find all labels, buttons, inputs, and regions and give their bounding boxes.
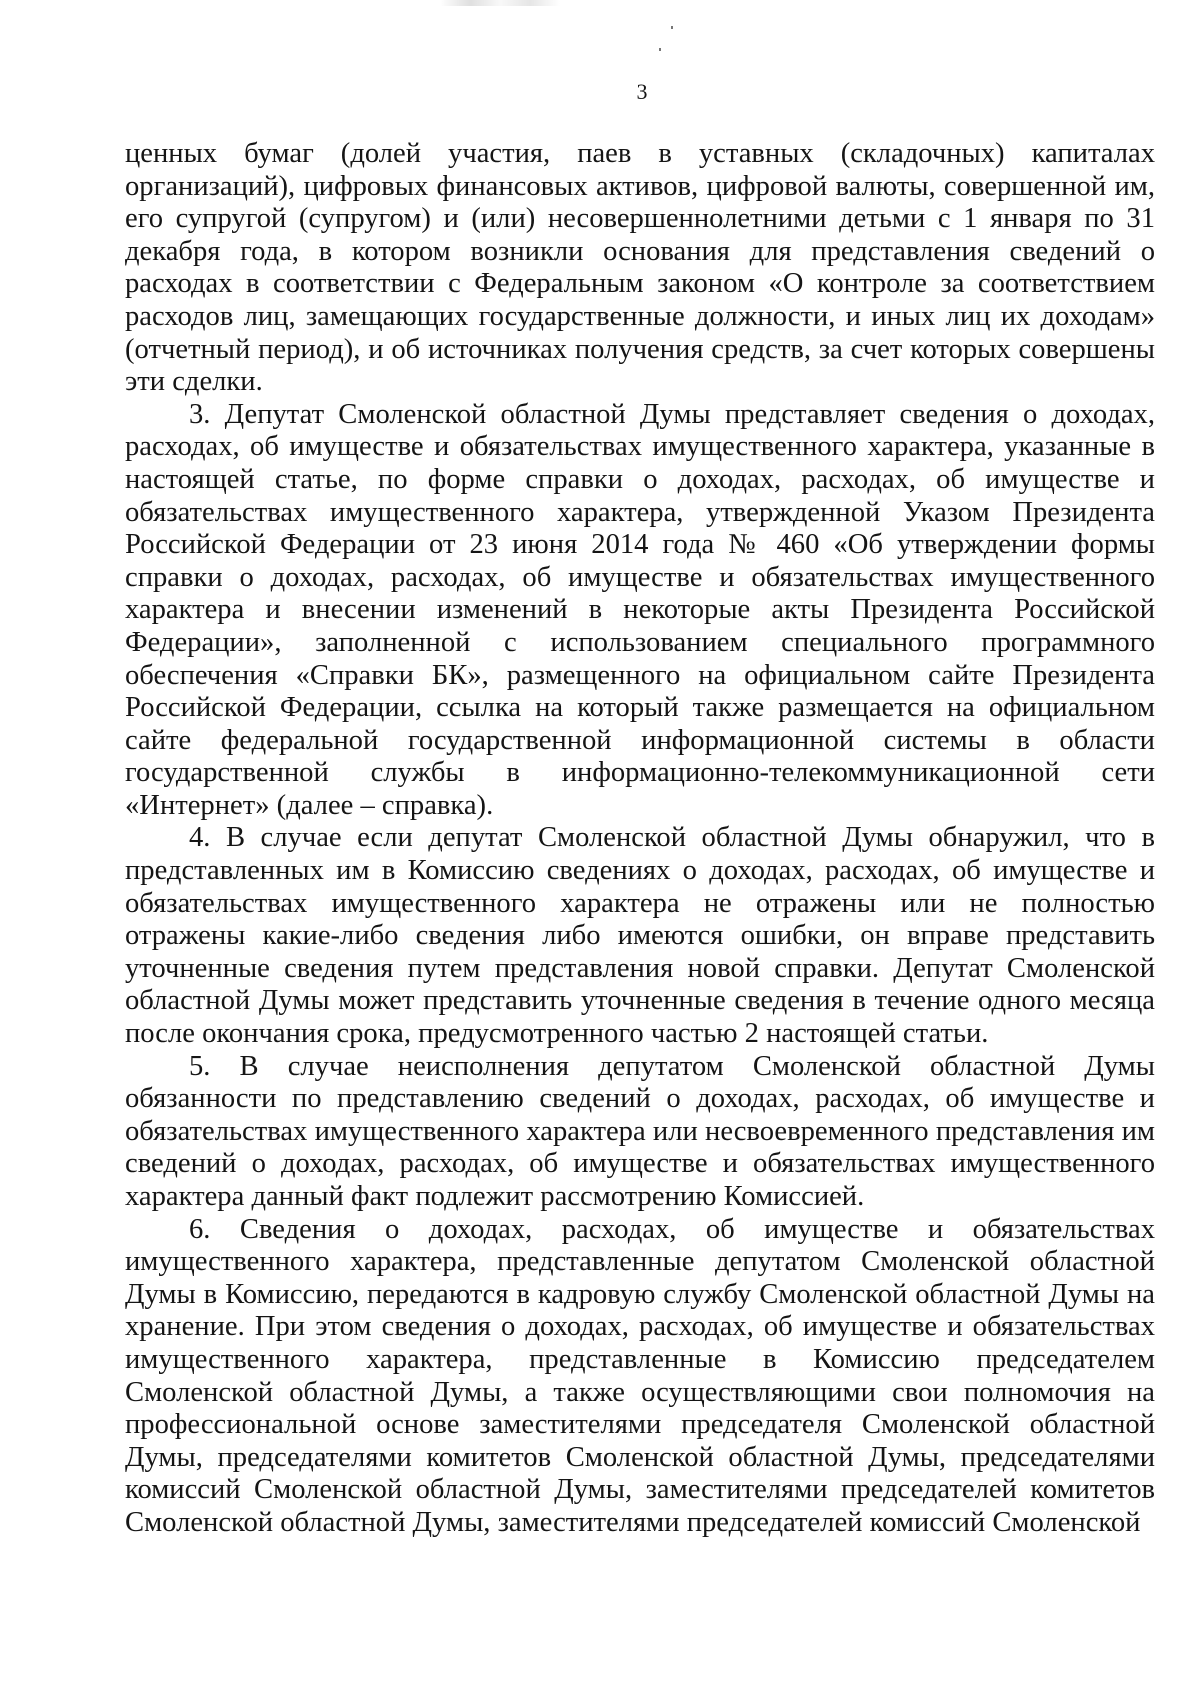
paragraph-5: 5. В случае неисполнения депутатом Смоленской областной Думы обязанности по представлению сведений о доходах, расходах, об имуществе и обязательствах имущественного характера или несвоевременного представления им сведений о доходах, расходах, об имуществе и обязательствах имущественного характера данный факт подлежит рассмотрению Комиссией. — [125, 1050, 1155, 1212]
paragraph-3: 3. Депутат Смоленской областной Думы представляет сведения о доходах, расходах, об имуществе и обязательствах имущественного характера, указанные в настоящей статье, по форме справки о доходах, расходах, об имуществе и обязательствах имущественного характера, утвержденной Указом Президента Российской Федерации от 23 июня 2014 года № 460 «Об утверждении формы справки о доходах, расходах, об имуществе и обязательствах имущественного характера и внесении изменений в некоторые акты Президента Российской Федерации», заполненной с использованием специального программного обеспечения «Справки БК», размещенного на официальном сайте Президента Российской Федерации, ссылка на который также размещается на официальном сайте федеральной государственной информационной системы в области государственной службы в информационно-телекоммуникационной сети «Интернет» (далее – справка). — [125, 398, 1155, 821]
paragraph-6: 6. Сведения о доходах, расходах, об имуществе и обязательствах имущественного характера, представленные депутатом Смоленской областной Думы в Комиссию, передаются в кадровую службу Смоленской областной Думы на хранение. При этом сведения о доходах, расходах, об имуществе и обязательствах имущественного характера, представленные в Комиссию председателем Смоленской областной Думы, а также осуществляющими свои полномочия на профессиональной основе заместителями председателя Смоленской областной Думы, председателями комитетов Смоленской областной Думы, председателями комиссий Смоленской областной Думы, заместителями председателей комитетов Смоленской областной Думы, заместителями председателей комиссий Смоленской — [125, 1213, 1155, 1538]
page-number: 3 — [636, 79, 648, 104]
scan-speck — [659, 48, 661, 51]
scan-artifact — [440, 0, 560, 6]
paragraph-continuation: ценных бумаг (долей участия, паев в уставных (складочных) капиталах организаций), цифровых финансовых активов, цифровой валюты, совершенной им, его супругой (супругом) и (или) несовершеннолетними детьми с 1 января по 31 декабря года, в котором возникли основания для представления сведений о расходах в соответствии с Федеральным законом «О контроле за соответствием расходов лиц, замещающих государственные должности, и иных лиц их доходам» (отчетный период), и об источниках получения средств, за счет которых совершены эти сделки. — [125, 138, 1155, 398]
document-body — [125, 138, 1155, 1540]
paragraph-4: 4. В случае если депутат Смоленской областной Думы обнаружил, что в представленных им в Комиссию сведениях о доходах, расходах, об имуществе и обязательствах имущественного характера не отражены или не полностью отражены какие-либо сведения либо имеются ошибки, он вправе представить уточненные сведения путем представления новой справки. Депутат Смоленской областной Думы может представить уточненные сведения в течение одного месяца после окончания срока, предусмотренного частью 2 настоящей статьи. — [125, 822, 1155, 1050]
scan-speck — [671, 26, 673, 29]
